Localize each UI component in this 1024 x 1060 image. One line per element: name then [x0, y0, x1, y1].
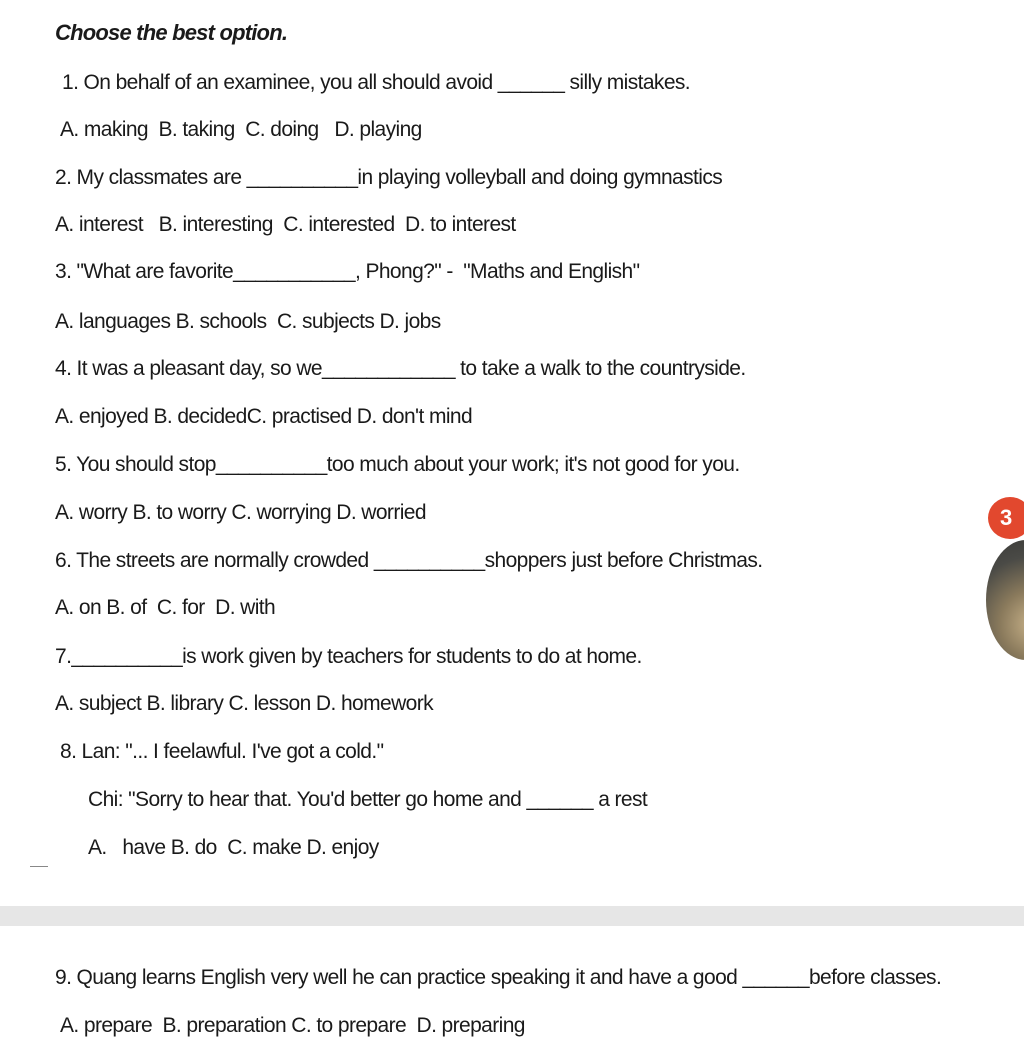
options-8: A. have B. do C. make D. enjoy	[88, 836, 379, 859]
notification-badge[interactable]: 3	[988, 497, 1024, 539]
options-4: A. enjoyed B. decidedC. practised D. don't mind	[55, 405, 473, 428]
worksheet-title: Choose the best option.	[55, 20, 288, 45]
options-7: A. subject B. library C. lesson D. homework	[55, 692, 434, 715]
question-3: 3. "What are favorite___________, Phong?" - "Maths and English"	[55, 260, 640, 283]
options-2: A. interest B. interesting C. interested D. to interest	[55, 213, 516, 236]
options-1: A. making B. taking C. doing D. playing	[60, 118, 422, 141]
page-separator	[0, 906, 1024, 926]
question-6: 6. The streets are normally crowded __________shoppers just before Christmas.	[55, 549, 763, 572]
floating-avatar[interactable]	[986, 540, 1024, 660]
question-8-line-1: 8. Lan: "... I feelawful. I've got a cold."	[60, 740, 384, 763]
question-9: 9. Quang learns English very well he can practice speaking it and have a good ______before classes.	[55, 966, 942, 989]
question-1: 1. On behalf of an examinee, you all should avoid ______ silly mistakes.	[62, 71, 691, 94]
question-5: 5. You should stop__________too much about your work; it's not good for you.	[55, 453, 740, 476]
question-2: 2. My classmates are __________in playing volleyball and doing gymnastics	[55, 166, 723, 189]
question-7: 7.__________is work given by teachers for students to do at home.	[55, 645, 642, 668]
question-4: 4. It was a pleasant day, so we____________ to take a walk to the countryside.	[55, 357, 746, 380]
stray-mark	[30, 866, 48, 867]
options-6: A. on B. of C. for D. with	[55, 596, 276, 619]
options-9: A. prepare B. preparation C. to prepare D. preparing	[60, 1014, 525, 1037]
options-5: A. worry B. to worry C. worrying D. worried	[55, 501, 426, 524]
options-3: A. languages B. schools C. subjects D. jobs	[55, 310, 441, 333]
question-8-line-2: Chi: "Sorry to hear that. You'd better go home and ______ a rest	[88, 788, 648, 811]
